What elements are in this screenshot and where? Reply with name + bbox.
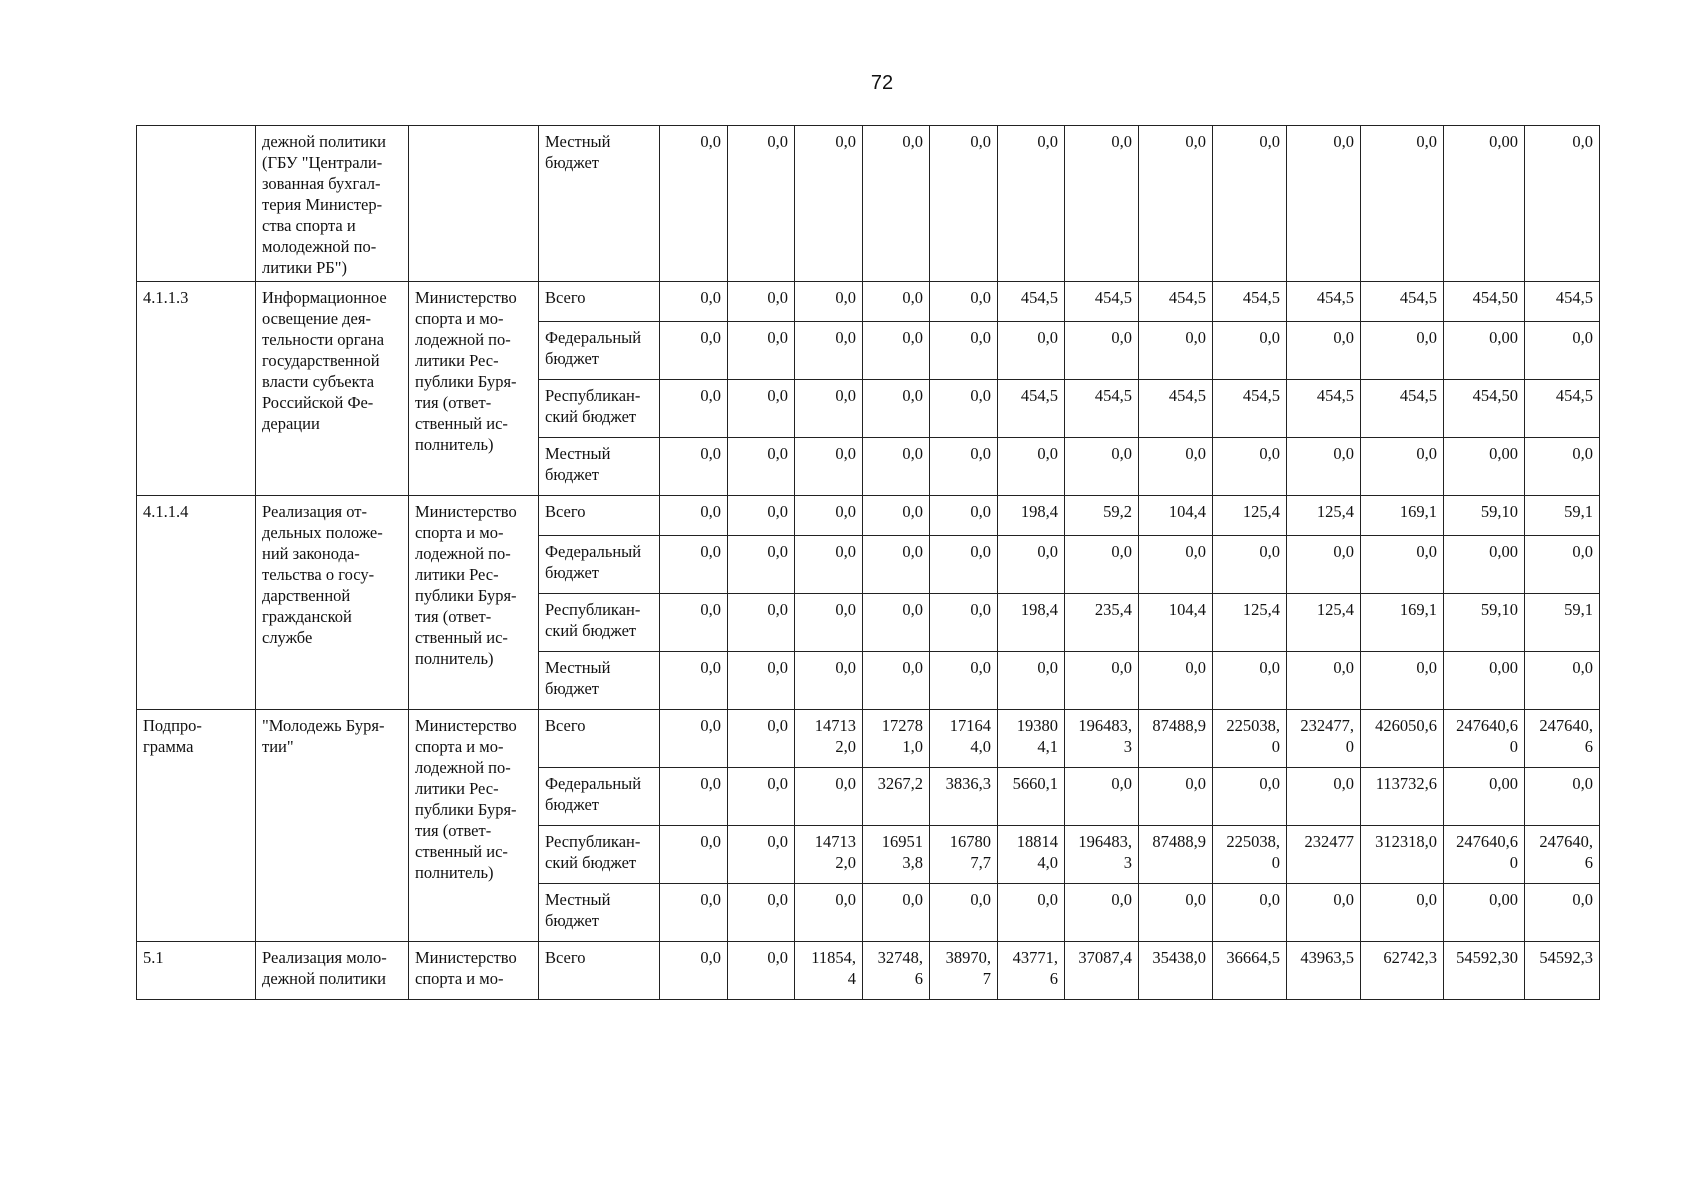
value-cell: 225038, 0 bbox=[1213, 826, 1287, 884]
value-cell: 18814 4,0 bbox=[998, 826, 1065, 884]
row-executor-cell: Министерство спорта и мо- лодежной по- литики Рес- публики Буря- тия (ответ- ственный ис- полнитель) bbox=[409, 282, 539, 496]
value-cell: 104,4 bbox=[1139, 594, 1213, 652]
value-cell: 454,5 bbox=[998, 380, 1065, 438]
value-cell: 0,0 bbox=[795, 536, 863, 594]
funding-source-cell: Всего bbox=[539, 282, 660, 322]
value-cell: 0,0 bbox=[863, 884, 930, 942]
value-cell: 454,5 bbox=[1213, 282, 1287, 322]
value-cell: 0,0 bbox=[1139, 652, 1213, 710]
value-cell: 0,0 bbox=[795, 282, 863, 322]
value-cell: 0,0 bbox=[1213, 652, 1287, 710]
value-cell: 0,0 bbox=[930, 884, 998, 942]
value-cell: 0,0 bbox=[930, 380, 998, 438]
value-cell: 0,0 bbox=[660, 536, 728, 594]
value-cell: 198,4 bbox=[998, 594, 1065, 652]
value-cell: 454,5 bbox=[1361, 282, 1444, 322]
value-cell: 0,0 bbox=[660, 652, 728, 710]
value-cell: 0,0 bbox=[728, 594, 795, 652]
value-cell: 0,0 bbox=[1213, 768, 1287, 826]
value-cell: 62742,3 bbox=[1361, 942, 1444, 1000]
value-cell: 59,2 bbox=[1065, 496, 1139, 536]
value-cell: 0,0 bbox=[1525, 884, 1600, 942]
value-cell: 0,0 bbox=[660, 282, 728, 322]
value-cell: 0,0 bbox=[1525, 652, 1600, 710]
value-cell: 0,0 bbox=[930, 322, 998, 380]
value-cell: 59,10 bbox=[1444, 496, 1525, 536]
value-cell: 87488,9 bbox=[1139, 710, 1213, 768]
value-cell: 0,0 bbox=[930, 594, 998, 652]
funding-source-cell: Всего bbox=[539, 710, 660, 768]
value-cell: 0,0 bbox=[1065, 322, 1139, 380]
value-cell: 454,5 bbox=[1065, 380, 1139, 438]
value-cell: 17164 4,0 bbox=[930, 710, 998, 768]
funding-source-cell: Республикан- ский бюджет bbox=[539, 826, 660, 884]
value-cell: 0,0 bbox=[863, 536, 930, 594]
value-cell: 0,0 bbox=[795, 496, 863, 536]
value-cell: 0,0 bbox=[795, 126, 863, 282]
value-cell: 11854, 4 bbox=[795, 942, 863, 1000]
row-executor-cell: Министерство спорта и мо- bbox=[409, 942, 539, 1000]
value-cell: 0,0 bbox=[728, 826, 795, 884]
value-cell: 59,1 bbox=[1525, 496, 1600, 536]
value-cell: 0,0 bbox=[863, 322, 930, 380]
value-cell: 0,0 bbox=[1287, 322, 1361, 380]
funding-source-cell: Местный бюджет bbox=[539, 884, 660, 942]
value-cell: 125,4 bbox=[1213, 496, 1287, 536]
table-row bbox=[137, 126, 1600, 282]
value-cell: 0,0 bbox=[998, 126, 1065, 282]
row-executor-cell: Министерство спорта и мо- лодежной по- литики Рес- публики Буря- тия (ответ- ственный ис- полнитель) bbox=[409, 710, 539, 942]
value-cell: 0,0 bbox=[863, 652, 930, 710]
row-name-cell: Реализация моло- дежной политики bbox=[256, 942, 409, 1000]
value-cell: 247640, 6 bbox=[1525, 826, 1600, 884]
row-executor-cell bbox=[409, 126, 539, 282]
value-cell: 0,0 bbox=[1065, 652, 1139, 710]
value-cell: 169,1 bbox=[1361, 496, 1444, 536]
value-cell: 0,0 bbox=[930, 652, 998, 710]
value-cell: 0,0 bbox=[930, 438, 998, 496]
value-cell: 0,0 bbox=[1287, 884, 1361, 942]
value-cell: 454,5 bbox=[1287, 380, 1361, 438]
value-cell: 0,0 bbox=[795, 652, 863, 710]
funding-source-cell: Местный бюджет bbox=[539, 126, 660, 282]
value-cell: 104,4 bbox=[1139, 496, 1213, 536]
value-cell: 35438,0 bbox=[1139, 942, 1213, 1000]
row-code-cell bbox=[137, 126, 256, 282]
funding-source-cell: Местный бюджет bbox=[539, 652, 660, 710]
funding-source-cell: Всего bbox=[539, 942, 660, 1000]
value-cell: 113732,6 bbox=[1361, 768, 1444, 826]
value-cell: 3267,2 bbox=[863, 768, 930, 826]
value-cell: 0,0 bbox=[1525, 438, 1600, 496]
value-cell: 0,0 bbox=[1525, 536, 1600, 594]
value-cell: 0,0 bbox=[1287, 768, 1361, 826]
value-cell: 0,0 bbox=[930, 282, 998, 322]
value-cell: 232477, 0 bbox=[1287, 710, 1361, 768]
table-row bbox=[137, 942, 1600, 1000]
value-cell: 454,50 bbox=[1444, 282, 1525, 322]
value-cell: 3836,3 bbox=[930, 768, 998, 826]
value-cell: 0,0 bbox=[930, 126, 998, 282]
funding-source-cell: Федеральный бюджет bbox=[539, 322, 660, 380]
value-cell: 0,0 bbox=[1139, 126, 1213, 282]
value-cell: 0,0 bbox=[660, 438, 728, 496]
funding-source-cell: Республикан- ский бюджет bbox=[539, 594, 660, 652]
funding-source-cell: Федеральный бюджет bbox=[539, 768, 660, 826]
value-cell: 0,00 bbox=[1444, 438, 1525, 496]
value-cell: 454,5 bbox=[1361, 380, 1444, 438]
value-cell: 0,0 bbox=[863, 282, 930, 322]
table-row bbox=[137, 496, 1600, 536]
value-cell: 0,0 bbox=[1139, 884, 1213, 942]
value-cell: 0,0 bbox=[998, 438, 1065, 496]
value-cell: 0,00 bbox=[1444, 536, 1525, 594]
value-cell: 312318,0 bbox=[1361, 826, 1444, 884]
row-name-cell: дежной политики (ГБУ "Централи- зованная бухгал- терия Министер- ства спорта и молодежной по- литики РБ") bbox=[256, 126, 409, 282]
value-cell: 0,0 bbox=[863, 126, 930, 282]
value-cell: 0,0 bbox=[1361, 536, 1444, 594]
funding-source-cell: Республикан- ский бюджет bbox=[539, 380, 660, 438]
row-code-cell: 4.1.1.3 bbox=[137, 282, 256, 496]
row-code-cell: Подпро- грамма bbox=[137, 710, 256, 942]
value-cell: 0,0 bbox=[1213, 536, 1287, 594]
value-cell: 0,0 bbox=[1287, 438, 1361, 496]
value-cell: 37087,4 bbox=[1065, 942, 1139, 1000]
value-cell: 0,00 bbox=[1444, 126, 1525, 282]
value-cell: 0,0 bbox=[1213, 322, 1287, 380]
value-cell: 0,0 bbox=[1361, 438, 1444, 496]
row-name-cell: Реализация от- дельных положе- ний законода- тельства о госу- дарственной гражданской службе bbox=[256, 496, 409, 710]
value-cell: 0,0 bbox=[1287, 126, 1361, 282]
value-cell: 32748, 6 bbox=[863, 942, 930, 1000]
value-cell: 19380 4,1 bbox=[998, 710, 1065, 768]
value-cell: 0,00 bbox=[1444, 768, 1525, 826]
row-code-cell: 4.1.1.4 bbox=[137, 496, 256, 710]
value-cell: 0,0 bbox=[1213, 438, 1287, 496]
value-cell: 247640, 6 bbox=[1525, 710, 1600, 768]
value-cell: 0,00 bbox=[1444, 322, 1525, 380]
funding-source-cell: Федеральный бюджет bbox=[539, 536, 660, 594]
value-cell: 0,0 bbox=[660, 380, 728, 438]
value-cell: 0,0 bbox=[660, 826, 728, 884]
value-cell: 0,0 bbox=[728, 438, 795, 496]
value-cell: 0,0 bbox=[1065, 438, 1139, 496]
value-cell: 0,0 bbox=[998, 536, 1065, 594]
value-cell: 0,0 bbox=[795, 380, 863, 438]
value-cell: 0,0 bbox=[863, 380, 930, 438]
value-cell: 0,0 bbox=[1361, 126, 1444, 282]
value-cell: 0,0 bbox=[728, 884, 795, 942]
value-cell: 198,4 bbox=[998, 496, 1065, 536]
value-cell: 0,0 bbox=[1065, 768, 1139, 826]
value-cell: 5660,1 bbox=[998, 768, 1065, 826]
value-cell: 43963,5 bbox=[1287, 942, 1361, 1000]
value-cell: 0,0 bbox=[1065, 884, 1139, 942]
value-cell: 125,4 bbox=[1287, 594, 1361, 652]
value-cell: 0,0 bbox=[998, 322, 1065, 380]
value-cell: 0,0 bbox=[795, 594, 863, 652]
value-cell: 14713 2,0 bbox=[795, 826, 863, 884]
value-cell: 0,00 bbox=[1444, 884, 1525, 942]
value-cell: 0,0 bbox=[728, 710, 795, 768]
value-cell: 54592,30 bbox=[1444, 942, 1525, 1000]
value-cell: 0,0 bbox=[728, 496, 795, 536]
value-cell: 59,1 bbox=[1525, 594, 1600, 652]
value-cell: 0,0 bbox=[660, 768, 728, 826]
value-cell: 0,0 bbox=[795, 322, 863, 380]
value-cell: 0,0 bbox=[1525, 322, 1600, 380]
value-cell: 0,00 bbox=[1444, 652, 1525, 710]
value-cell: 196483, 3 bbox=[1065, 710, 1139, 768]
value-cell: 0,0 bbox=[795, 438, 863, 496]
value-cell: 454,5 bbox=[1525, 380, 1600, 438]
value-cell: 235,4 bbox=[1065, 594, 1139, 652]
value-cell: 0,0 bbox=[660, 884, 728, 942]
value-cell: 0,0 bbox=[728, 322, 795, 380]
value-cell: 0,0 bbox=[660, 942, 728, 1000]
value-cell: 38970, 7 bbox=[930, 942, 998, 1000]
value-cell: 196483, 3 bbox=[1065, 826, 1139, 884]
value-cell: 0,0 bbox=[1139, 768, 1213, 826]
row-name-cell: "Молодежь Буря- тии" bbox=[256, 710, 409, 942]
value-cell: 0,0 bbox=[1139, 322, 1213, 380]
value-cell: 454,5 bbox=[1065, 282, 1139, 322]
value-cell: 43771, 6 bbox=[998, 942, 1065, 1000]
value-cell: 454,5 bbox=[1213, 380, 1287, 438]
value-cell: 0,0 bbox=[660, 322, 728, 380]
value-cell: 0,0 bbox=[1139, 536, 1213, 594]
value-cell: 16951 3,8 bbox=[863, 826, 930, 884]
funding-source-cell: Всего bbox=[539, 496, 660, 536]
value-cell: 0,0 bbox=[1213, 884, 1287, 942]
value-cell: 454,5 bbox=[1287, 282, 1361, 322]
value-cell: 454,5 bbox=[998, 282, 1065, 322]
value-cell: 454,5 bbox=[1525, 282, 1600, 322]
value-cell: 0,0 bbox=[863, 438, 930, 496]
value-cell: 247640,6 0 bbox=[1444, 710, 1525, 768]
value-cell: 426050,6 bbox=[1361, 710, 1444, 768]
value-cell: 0,0 bbox=[728, 942, 795, 1000]
value-cell: 169,1 bbox=[1361, 594, 1444, 652]
value-cell: 454,5 bbox=[1139, 282, 1213, 322]
value-cell: 0,0 bbox=[728, 768, 795, 826]
value-cell: 36664,5 bbox=[1213, 942, 1287, 1000]
value-cell: 454,50 bbox=[1444, 380, 1525, 438]
page-number: 72 bbox=[870, 72, 894, 94]
value-cell: 0,0 bbox=[863, 496, 930, 536]
value-cell: 247640,6 0 bbox=[1444, 826, 1525, 884]
value-cell: 0,0 bbox=[1525, 126, 1600, 282]
value-cell: 16780 7,7 bbox=[930, 826, 998, 884]
funding-source-cell: Местный бюджет bbox=[539, 438, 660, 496]
value-cell: 17278 1,0 bbox=[863, 710, 930, 768]
value-cell: 0,0 bbox=[930, 496, 998, 536]
value-cell: 0,0 bbox=[1213, 126, 1287, 282]
value-cell: 0,0 bbox=[930, 536, 998, 594]
value-cell: 125,4 bbox=[1287, 496, 1361, 536]
value-cell: 0,0 bbox=[1287, 536, 1361, 594]
value-cell: 0,0 bbox=[728, 282, 795, 322]
value-cell: 125,4 bbox=[1213, 594, 1287, 652]
value-cell: 0,0 bbox=[1361, 652, 1444, 710]
value-cell: 0,0 bbox=[998, 884, 1065, 942]
value-cell: 54592,3 bbox=[1525, 942, 1600, 1000]
value-cell: 0,0 bbox=[1287, 652, 1361, 710]
value-cell: 0,0 bbox=[998, 652, 1065, 710]
value-cell: 225038, 0 bbox=[1213, 710, 1287, 768]
table-row bbox=[137, 282, 1600, 322]
value-cell: 0,0 bbox=[660, 594, 728, 652]
budget-table bbox=[136, 125, 1600, 1000]
value-cell: 0,0 bbox=[1361, 884, 1444, 942]
value-cell: 0,0 bbox=[728, 536, 795, 594]
value-cell: 0,0 bbox=[795, 884, 863, 942]
value-cell: 0,0 bbox=[1065, 126, 1139, 282]
value-cell: 0,0 bbox=[728, 380, 795, 438]
value-cell: 0,0 bbox=[660, 710, 728, 768]
value-cell: 0,0 bbox=[1139, 438, 1213, 496]
table-row bbox=[137, 710, 1600, 768]
value-cell: 0,0 bbox=[728, 126, 795, 282]
value-cell: 59,10 bbox=[1444, 594, 1525, 652]
value-cell: 87488,9 bbox=[1139, 826, 1213, 884]
value-cell: 232477 bbox=[1287, 826, 1361, 884]
value-cell: 0,0 bbox=[728, 652, 795, 710]
row-executor-cell: Министерство спорта и мо- лодежной по- литики Рес- публики Буря- тия (ответ- ственный ис- полнитель) bbox=[409, 496, 539, 710]
value-cell: 0,0 bbox=[660, 126, 728, 282]
row-name-cell: Информационное освещение дея- тельности органа государственной власти субъекта Российской Фе- дерации bbox=[256, 282, 409, 496]
value-cell: 0,0 bbox=[1065, 536, 1139, 594]
row-code-cell: 5.1 bbox=[137, 942, 256, 1000]
value-cell: 0,0 bbox=[863, 594, 930, 652]
value-cell: 0,0 bbox=[1525, 768, 1600, 826]
value-cell: 0,0 bbox=[795, 768, 863, 826]
value-cell: 454,5 bbox=[1139, 380, 1213, 438]
value-cell: 0,0 bbox=[1361, 322, 1444, 380]
value-cell: 14713 2,0 bbox=[795, 710, 863, 768]
value-cell: 0,0 bbox=[660, 496, 728, 536]
